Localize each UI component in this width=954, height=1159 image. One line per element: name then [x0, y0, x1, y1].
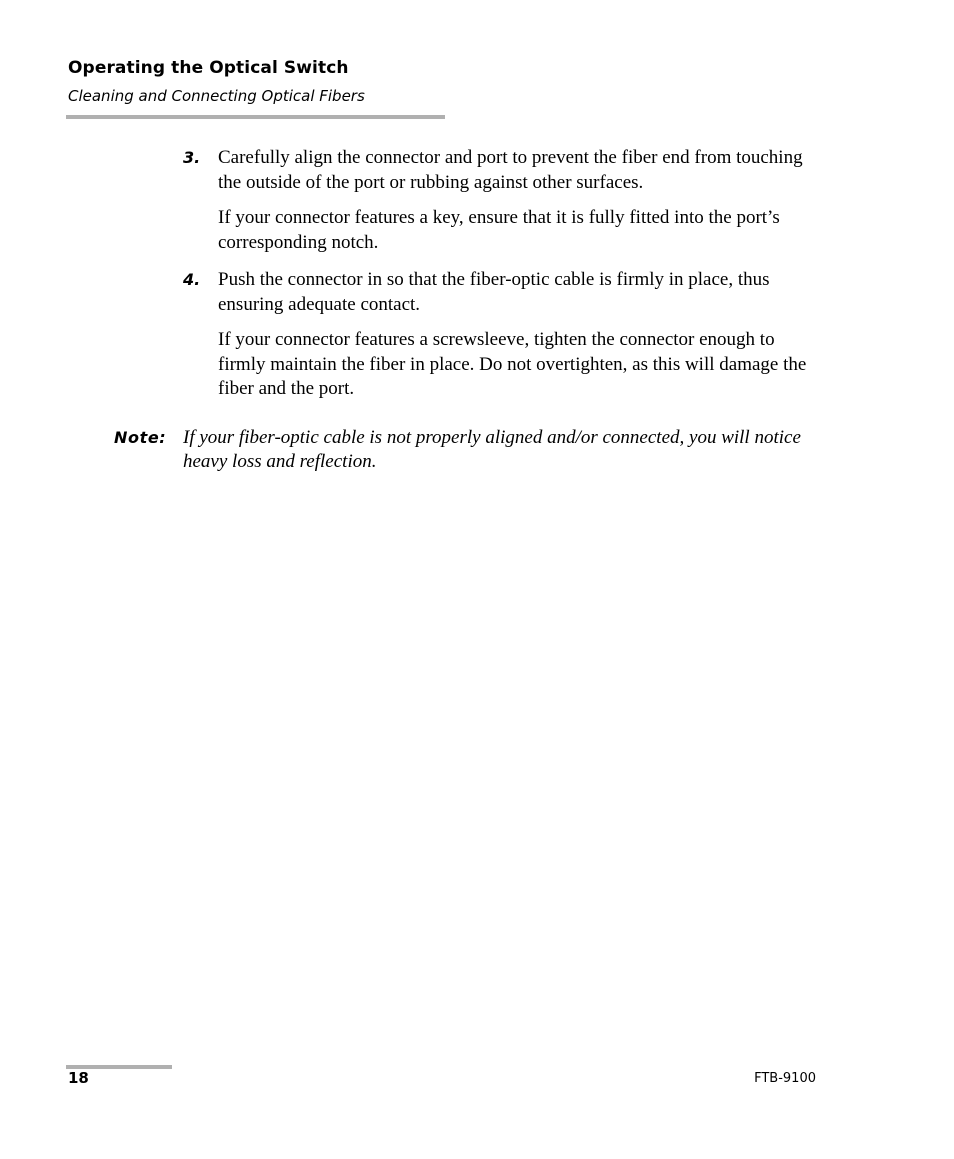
note-text: If your fiber-optic cable is not properly aligned and/or connected, you will notice heavy loss and reflection.	[183, 427, 801, 472]
product-name: FTB-9100	[754, 1071, 816, 1086]
step-number: 3.	[183, 148, 201, 167]
page-number: 18	[68, 1069, 89, 1087]
step-paragraph: If your connector features a screwsleeve, tighten the connector enough to firmly maintain the fiber in place. Do not overtighten, as this will damage the fiber and the port.	[218, 329, 807, 399]
section-title: Cleaning and Connecting Optical Fibers	[68, 87, 365, 105]
step-3	[183, 146, 823, 255]
chapter-title: Operating the Optical Switch	[68, 58, 349, 78]
step-paragraph: Push the connector in so that the fiber-optic cable is firmly in place, thus ensuring adequate contact.	[218, 269, 770, 315]
note-label: Note:	[114, 428, 167, 447]
note-block	[114, 426, 834, 474]
step-number: 4.	[183, 270, 201, 289]
step-4	[183, 268, 823, 402]
step-body	[218, 146, 823, 255]
step-paragraph: If your connector features a key, ensure that it is fully fitted into the port’s corresponding notch.	[218, 207, 780, 253]
step-paragraph: Carefully align the connector and port to prevent the fiber end from touching the outside of the port or rubbing against other surfaces.	[218, 147, 803, 193]
step-body	[218, 268, 823, 402]
header-divider	[66, 115, 445, 119]
